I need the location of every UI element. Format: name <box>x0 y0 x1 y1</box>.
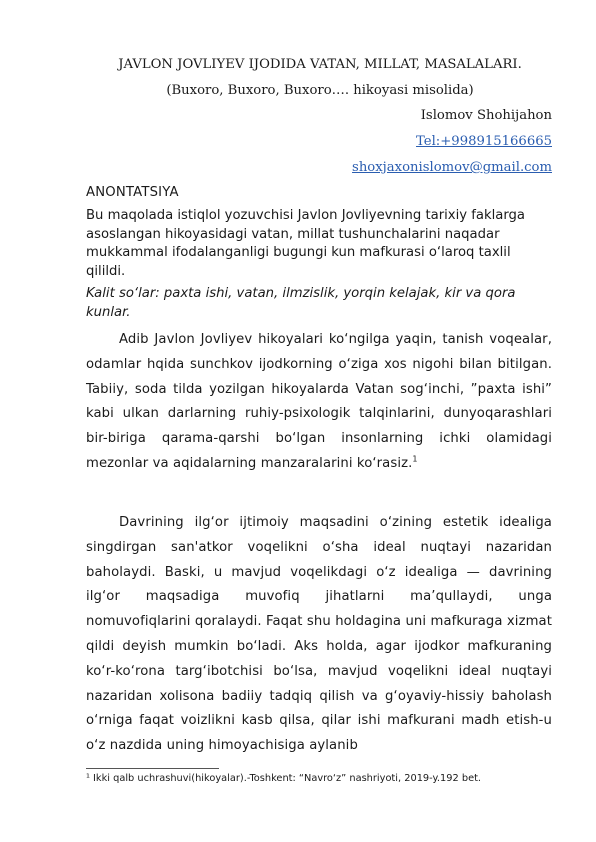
paragraph-1-text: Adib Javlon Jovliyev hikoyalari ko‘ngilga yaqin, tanish voqealar, odamlar hqida sunchkov ijodkorning o‘ziga xos nigohi bilan bitilgan. Tabiiy, soda tilda yozilgan hikoyalarda Vatan sog‘inchi, ”paxta ishi” kabi ulkan darlarning ruhiy-psixologik talqinlarini, dunyoqarashlari bir-biriga qarama-qarshi bo‘lgan insonlarning ichki olamidagi mezonlar va aqidalarning manzaralarini ko‘rasiz. <box>86 332 552 471</box>
keywords: Kalit so‘lar: paxta ishi, vatan, ilmzislik, yorqin kelajak, kir va qora kunlar. <box>86 286 516 320</box>
footnote: ¹ Ikki qalb uchrashuvi(hikoyalar).-Toshkent: “Navro‘z” nashriyoti, 2019-y.192 bet. <box>86 773 482 784</box>
abstract-heading: ANONTATSIYA <box>86 185 179 200</box>
email-link[interactable]: shoxjaxonislomov@gmail.com <box>352 160 552 175</box>
body-paragraph-2: Davrining ilg‘or ijtimoiy maqsadini o‘zining estetik idealiga singdirgan san'atkor voqelikni o‘sha ideal nuqtayi nazaridan baholaydi. Baski, u mavjud voqelikdagi o‘z idealiga — davrining ilg‘or maqsadiga muvofiq jihatlarni ma’qullaydi, unga nomuvofiqlarini qoralaydi. Faqat shu holdagina uni mafkuraga xizmat qildi deyish mumkin bo‘ladi. Aks holda, agar ijodkor mafkuraning ko‘r-ko‘rona targ‘ibotchisi bo‘lsa, mavjud voqelikni ideal nuqtayi nazaridan xolisona badiiy tadqiq qilish va g‘oyaviy-hissiy baholash o‘rniga faqat voizlikni kasb qilsa, qilar ishi mafkurani madh etish-u o‘z nazdida uning himoyachisiga aylanib <box>86 515 552 754</box>
abstract-text: Bu maqolada istiqlol yozuvchisi Javlon Jovliyevning tarixiy faklarga asoslangan hikoyasidagi vatan, millat tushunchalarini naqadar mukkammal ifodalanganligi bugungi kun mafkurasi o‘laroq taxlil qilildi. <box>86 208 525 279</box>
author-name: Islomov Shohijahon <box>420 108 552 123</box>
footnote-marker[interactable]: 1 <box>412 454 418 464</box>
phone-link[interactable]: Tel:+998915166665 <box>416 134 552 149</box>
body-paragraph-1 <box>86 328 552 477</box>
article-title: JAVLON JOVLIYEV IJODIDA VATAN, MILLAT, MASALALARI. <box>118 57 522 72</box>
article-subtitle: (Buxoro, Buxoro, Buxoro…. hikoyasi misolida) <box>166 83 474 98</box>
footnote-divider <box>86 768 219 769</box>
